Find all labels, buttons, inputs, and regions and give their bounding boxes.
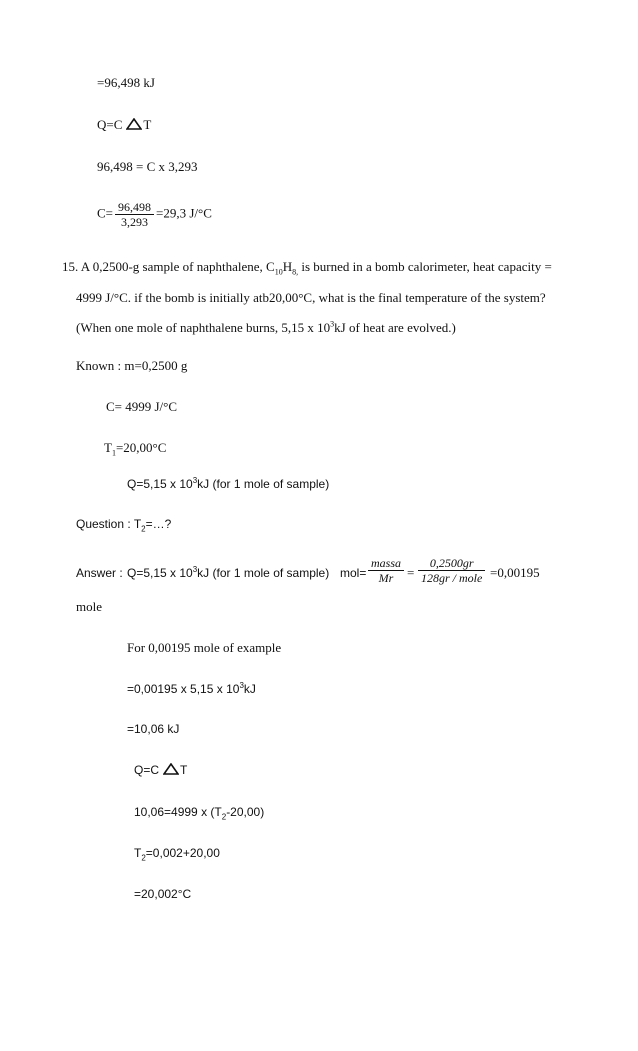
t1-symbol: T xyxy=(104,440,112,455)
heat-equation-line xyxy=(97,117,151,133)
mass-over-molar-mass-fraction xyxy=(418,556,485,585)
known-heat xyxy=(127,476,329,492)
capacity-denominator: 3,293 xyxy=(121,215,149,229)
step-multiply-sup: 3 xyxy=(239,681,244,690)
step-heat-left: Q=C xyxy=(134,763,160,777)
heat-equation-right: T xyxy=(143,117,152,132)
energy-line: =96,498 kJ xyxy=(97,75,155,90)
mr-denominator: Mr xyxy=(378,571,394,585)
answer-heat-sup: 3 xyxy=(192,565,198,574)
step-heat-equation xyxy=(134,762,187,778)
problem-statement-line-1 xyxy=(62,259,552,275)
step-substitution xyxy=(134,804,264,820)
problem-text-b: H xyxy=(282,259,293,274)
mass-numerator: massa xyxy=(368,556,404,571)
problem-text-a: A 0,2500-g sample of naphthalene, C xyxy=(80,259,275,274)
equals-sign: = xyxy=(407,565,415,580)
substitution-line: 96,498 = C x 3,293 xyxy=(97,159,198,174)
problem-number: 15. xyxy=(62,259,79,274)
capacity-numerator: 96,498 xyxy=(115,200,154,215)
problem-text-3b: kJ of heat are evolved.) xyxy=(334,320,456,335)
step-t2-subscript: 2 xyxy=(141,853,146,863)
question-unknown: =…? xyxy=(145,517,172,531)
question-line xyxy=(76,516,171,532)
question-text: Question : T xyxy=(76,517,142,531)
superscript-3: 3 xyxy=(330,319,335,329)
capacity-fraction xyxy=(115,200,154,229)
t1-value: =20,00°C xyxy=(115,440,167,455)
step-heat-right: T xyxy=(180,763,188,777)
answer-heat-b: kJ (for 1 mole of sample) xyxy=(197,566,330,580)
step-multiply-a: =0,00195 x 5,15 x 10 xyxy=(127,682,240,696)
problem-text-3a: (When one mole of naphthalene burns, 5,15 x 10 xyxy=(76,320,331,335)
mol-label: mol= xyxy=(340,566,367,580)
step-multiply xyxy=(127,681,256,697)
mol-unit: mole xyxy=(76,599,102,614)
capacity-label: C= xyxy=(97,205,114,221)
subscript-10: 10 xyxy=(274,267,283,277)
question-subscript: 2 xyxy=(141,524,146,534)
mass-over-mr-fraction xyxy=(368,556,404,585)
delta-icon xyxy=(126,118,142,130)
step-sub-subscript: 2 xyxy=(221,812,227,822)
numeric-denominator: 128gr / mole xyxy=(421,571,483,585)
mol-formula-fraction xyxy=(366,556,406,585)
t1-subscript: 1 xyxy=(111,448,116,458)
known-heat-a: Q=5,15 x 10 xyxy=(127,477,193,491)
step-multiply-b: kJ xyxy=(243,682,256,696)
answer-label: Answer : xyxy=(76,566,123,580)
capacity-value: =29,3 J/°C xyxy=(156,205,212,221)
answer-heat xyxy=(127,565,329,581)
problem-statement-line-2: 4999 J/°C. if the bomb is initially atb20,00°C, what is the final temperature of the system? xyxy=(76,290,546,305)
known-heat-b: kJ (for 1 mole of sample) xyxy=(197,477,330,491)
step-sub-a: 10,06=4999 x (T xyxy=(134,805,222,819)
heat-equation-left: Q=C xyxy=(97,117,123,132)
problem-statement-line-3 xyxy=(76,320,456,336)
capacity-result-line xyxy=(97,200,212,229)
mol-result: =0,00195 xyxy=(490,565,540,580)
subscript-8: 8, xyxy=(292,267,299,277)
step-t2-sum xyxy=(134,845,220,861)
known-initial-temperature xyxy=(104,440,166,456)
problem-text-c: is burned in a bomb calorimeter, heat capacity = xyxy=(298,259,552,274)
step-t2-symbol: T xyxy=(134,846,142,860)
step-t2-value: =0,002+20,00 xyxy=(145,846,220,860)
step-for-moles: For 0,00195 mole of example xyxy=(127,640,282,655)
known-mass: Known : m=0,2500 g xyxy=(76,358,188,373)
final-temperature: =20,002°C xyxy=(134,887,192,901)
known-capacity: C= 4999 J/°C xyxy=(106,399,178,414)
step-heat-result: =10,06 kJ xyxy=(127,722,180,736)
answer-heat-a: Q=5,15 x 10 xyxy=(127,566,193,580)
step-sub-b: -20,00) xyxy=(226,805,265,819)
numeric-numerator: 0,2500gr xyxy=(418,556,485,571)
mol-numeric-fraction xyxy=(416,556,487,585)
delta-icon xyxy=(163,763,179,775)
known-heat-sup: 3 xyxy=(192,476,198,485)
